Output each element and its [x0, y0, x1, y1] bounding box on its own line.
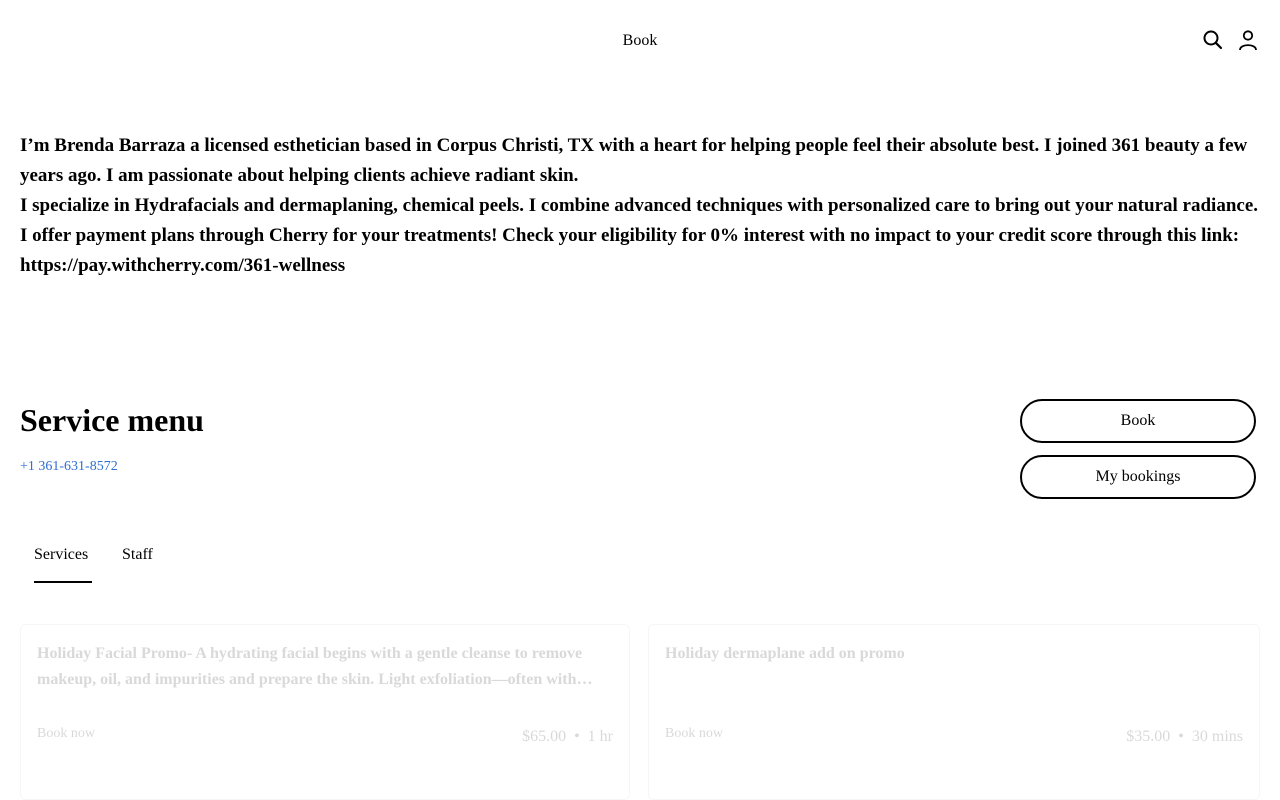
- service-duration: 1 hr: [587, 728, 613, 745]
- book-now-link[interactable]: Book now: [37, 726, 95, 741]
- separator-dot: •: [574, 728, 580, 745]
- service-card[interactable]: [648, 624, 1260, 800]
- separator-dot: •: [1178, 728, 1184, 745]
- tab-staff[interactable]: Staff: [122, 546, 153, 563]
- nav-book-link[interactable]: Book: [622, 32, 658, 49]
- service-duration: 30 mins: [1191, 728, 1243, 745]
- book-button[interactable]: Book: [1020, 399, 1256, 443]
- service-price-duration: [522, 727, 613, 747]
- service-menu-title: Service menu: [20, 402, 204, 438]
- tab-services[interactable]: Services: [34, 546, 89, 563]
- about-text: [20, 131, 1262, 281]
- service-title: Holiday Facial Promo- A hydrating facial begins with a gentle cleanse to remove makeup, oil, and impurities and prepare the skin. Light exfoliation—often with…: [37, 645, 593, 688]
- service-price: $35.00: [1126, 728, 1171, 745]
- nav-book-link-container: [0, 31, 1280, 51]
- phone-link[interactable]: +1 361-631-8572: [20, 459, 118, 474]
- book-now-link[interactable]: Book now: [665, 726, 723, 741]
- about-paragraph-specialties: I specialize in Hydrafacials and dermaplaning, chemical peels. I combine advanced techniques with personalized care to bring out your natural radiance.: [20, 195, 1258, 216]
- service-price: $65.00: [522, 728, 567, 745]
- search-icon[interactable]: [1201, 28, 1225, 52]
- user-icon[interactable]: [1236, 28, 1260, 52]
- about-paragraph-intro: I’m Brenda Barraza a licensed esthetician based in Corpus Christi, TX with a heart for helping people feel their absolute best. I joined 361 beauty a few years ago. I am passionate about helping clients achieve radiant skin.: [20, 135, 1248, 186]
- service-price-duration: [1126, 727, 1243, 747]
- service-card[interactable]: [20, 624, 630, 800]
- active-tab-indicator: [34, 581, 92, 583]
- top-navigation-bar: [0, 0, 1280, 80]
- about-paragraph-payment: I offer payment plans through Cherry for your treatments! Check your eligibility for 0% interest with no impact to your credit score through this link: https://pay.withcherry.com/361-wellness: [20, 225, 1240, 276]
- my-bookings-button[interactable]: My bookings: [1020, 455, 1256, 499]
- service-title: Holiday dermaplane add on promo: [665, 645, 905, 662]
